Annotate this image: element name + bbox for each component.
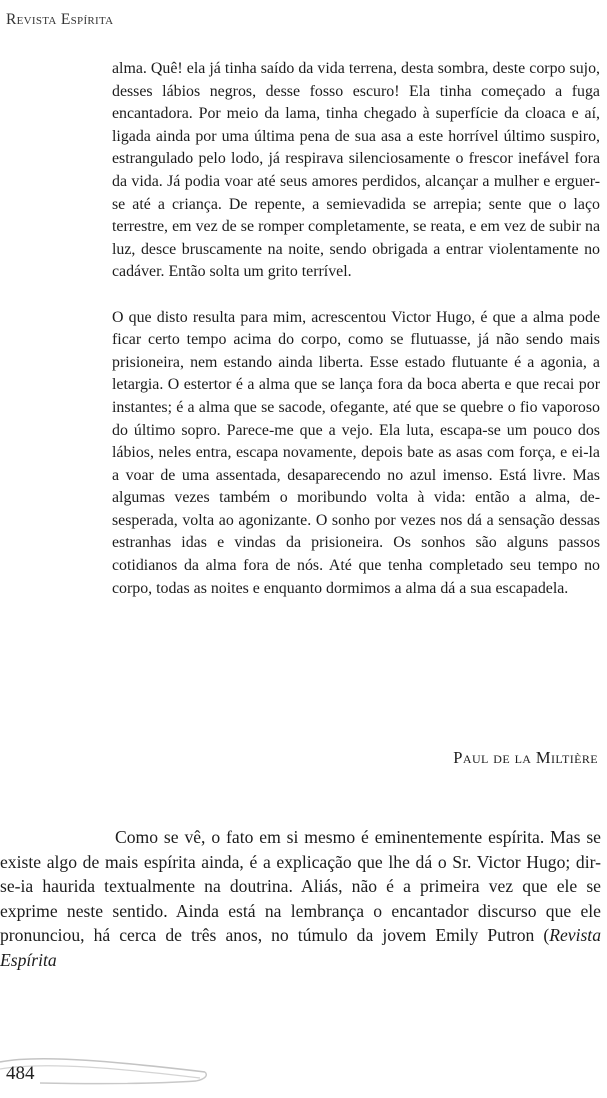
running-header: Revista Espírita [6,11,114,28]
quote-paragraph-2: O que disto resulta para mim, acrescentou Victor Hugo, é que a alma pode ficar certo tempo acima do corpo, como se flutuasse, já não sendo mais prisioneira, nem estando ainda liberta. Esse estado flutuante é a agonia, a letargia. O estertor é a alma que se lança fora da boca aberta e que recai por instantes; é a alma que se sacode, ofegante, até que se quebre o fio vaporoso do último sopro. Parece-me que a vejo. Ela luta, escapa-se um pouco dos lábios, neles entra, escapa novamente, depois bate as asas com força, e ei-la a voar de uma assentada, desaparecendo no azul imenso. Está livre. Mas algumas vezes também o moribundo volta à vida: então a alma, desesperada, volta ao agonizante. O sonho por vezes nos dá a sensação dessas estranhas idas e vindas da prisioneira. Os sonhos são alguns passos cotidianos da alma fora de nós. Até que tenha completado seu tempo no corpo, todas as noites e enquanto dormimos a alma dá a sua escapadela. [112,308,600,597]
commentary-paragraph [0,825,601,973]
commentary-text: Como se vê, o fato em si mesmo é eminentemente espírita. Mas se existe algo de mais espírita ainda, é a explicação que lhe dá o Sr. Victor Hugo; dir-se-ia haurida textualmente na doutrina. Aliás, não é a primeira vez que ele se exprime neste sentido. Ainda está na lembrança o encantador discurso que ele pronunciou, há cerca de três anos, no túmulo da jovem Emily Putron ( [0,827,601,946]
quote-author: Paul de la Miltière [453,748,598,767]
page-number: 484 [6,1063,35,1084]
quote-paragraph-1: alma. Quê! ela já tinha saído da vida terrena, desta sombra, deste corpo sujo, desses lábios negros, desse fosso escuro! Ela tinha começado a fuga encantadora. Por meio da lama, tinha chegado à superfície da cloaca e aí, ligada ainda por uma última pena de sua asa a este horrível último suspiro, estrangulado pelo lodo, já respirava silenciosamente o frescor inefável fora da vida. Já podia voar até seus amores perdidos, alcançar a mulher e erguer-se até a criança. De repente, a semievadida se arrepia; sente que o laço terrestre, em vez de se romper completamente, se reata, e em vez de subir na luz, desce bruscamente na noite, sendo obrigada a entrar violentamente no cadáver. Então solta um grito terrível. [112,60,600,281]
quoted-passage [112,58,600,600]
citation-title: Revista Espírita [0,925,601,970]
